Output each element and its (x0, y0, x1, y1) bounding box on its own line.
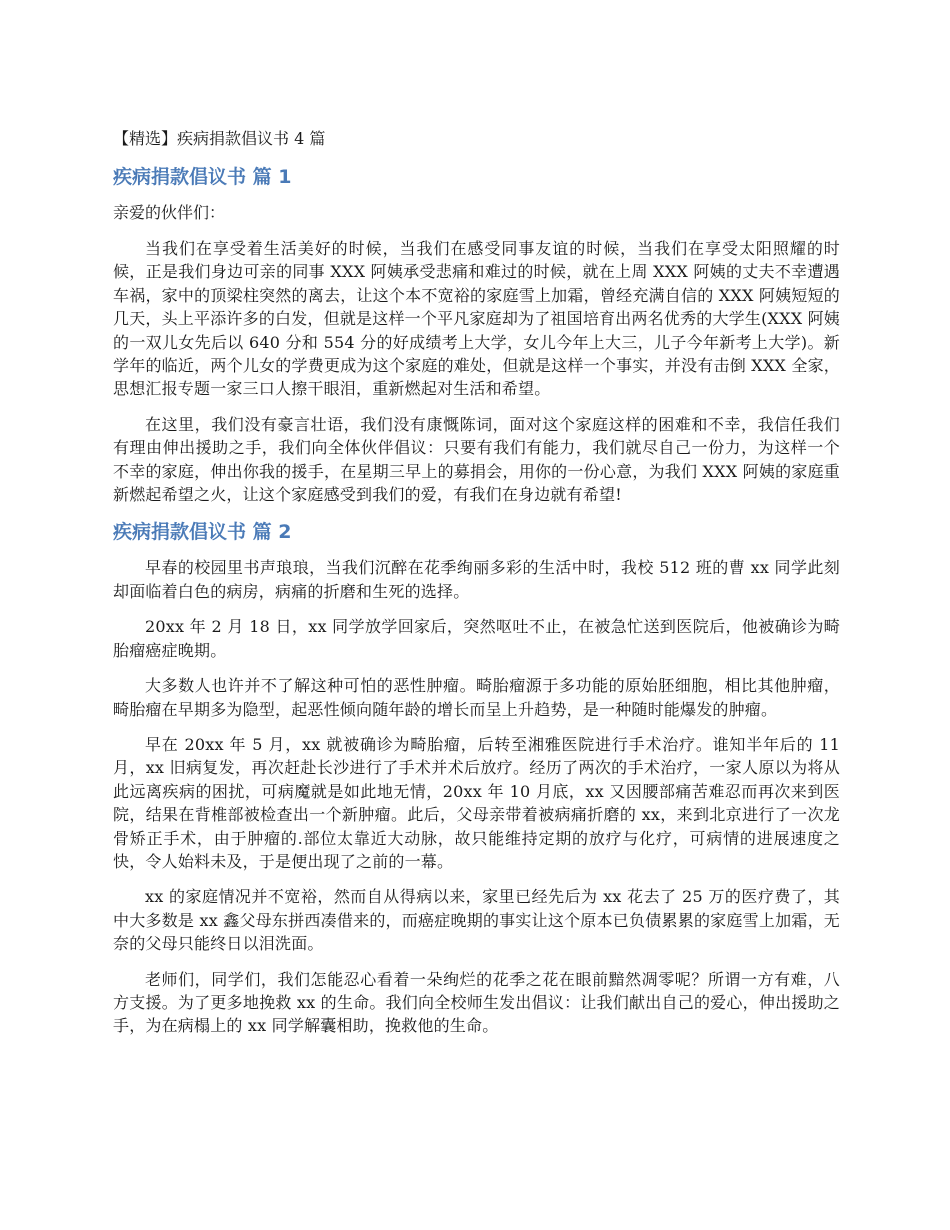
paragraph: xx 的家庭情况并不宽裕，然而自从得病以来，家里已经先后为 xx 花去了 25 万的医疗费了，其中大多数是 xx 鑫父母东拼西凑借来的，而癌症晚期的事实让这个原本已负债累累的家庭雪上加霜，无奈的父母只能终日以泪洗面。 (113, 887, 840, 954)
paragraph: 在这里，我们没有豪言壮语，我们没有康慨陈词，面对这个家庭这样的困难和不幸，我信任我们有理由伸出援助之手，我们向全体伙伴倡议：只要有我们有能力，我们就尽自己一份力，为这样一个不幸的家庭，伸出你我的援手，在星期三早上的募捐会，用你的一份心意，为我们 XXX 阿姨的家庭重新燃起希望之火，让这个家庭感受到我们的爱，有我们在身边就有希望! (113, 414, 840, 505)
paragraph: 20xx 年 2 月 18 日，xx 同学放学回家后，突然呕吐不止，在被急忙送到医院后，他被确诊为畸胎瘤癌症晚期。 (113, 617, 840, 660)
section-heading: 疾病捐款倡议书 篇 1 (113, 166, 292, 188)
paragraph: 早在 20xx 年 5 月，xx 就被确诊为畸胎瘤，后转至湘雅医院进行手术治疗。谁知半年后的 11 月，xx 旧病复发，再次赶赴长沙进行了手术并术后放疗。经历了两次的手术治疗，一家人原以为将从此远离疾病的困扰，可病魔就是如此地无情，20xx 年 10 月底，xx 又因腰部痛苦难忍而再次来到医院，结果在背椎部被检查出一个新肿瘤。此后，父母亲带着被病痛折磨的 xx，来到北京进行了一次龙骨矫正手术，由于肿瘤的.部位太靠近大动脉，故只能维持定期的放疗与化疗，可病情的进展速度之快，令人始料未及，于是便出现了之前的一幕。 (113, 734, 840, 871)
paragraph: 老师们，同学们，我们怎能忍心看着一朵绚烂的花季之花在眼前黯然凋零呢？所谓一方有难，八方支援。为了更多地挽救 xx 的生命。我们向全校师生发出倡议：让我们献出自己的爱心，伸出援助之手，为在病榻上的 xx 同学解囊相助，挽救他的生命。 (113, 969, 840, 1036)
paragraph: 早春的校园里书声琅琅，当我们沉醉在花季绚丽多彩的生活中时，我校 512 班的曹 xx 同学此刻却面临着白色的病房，病痛的折磨和生死的选择。 (113, 558, 840, 601)
salutation: 亲爱的伙伴们： (113, 203, 226, 222)
section-heading: 疾病捐款倡议书 篇 2 (113, 521, 292, 544)
paragraph: 当我们在享受着生活美好的时候，当我们在感受同事友谊的时候，当我们在享受太阳照耀的时候，正是我们身边可亲的同事 XXX 阿姨承受悲痛和难过的时候，就在上周 XXX 阿姨的丈夫不幸遭遇车祸，家中的顶梁柱突然的离去，让这个本不宽裕的家庭雪上加霜，曾经充满自信的 XXX 阿姨短短的几天，头上平添许多的白发，但就是这样一个平凡家庭却为了祖国培育出两名优秀的大学生(XXX 阿姨的一双儿女先后以 640 分和 554 分的好成绩考上大学，女儿今年上大三，儿子今年新考上大学)。新学年的临近，两个儿女的学费更成为这个家庭的难处，但就是这样一个事实，并没有击倒 XXX 全家，思想汇报专题一家三口人擦干眼泪，重新燃起对生活和希望。 (113, 239, 840, 399)
document-title: 【精选】疾病捐款倡议书 4 篇 (113, 129, 326, 148)
section-1 (113, 163, 840, 506)
paragraph: 大多数人也许并不了解这种可怕的恶性肿瘤。畸胎瘤源于多功能的原始胚细胞，相比其他肿瘤，畸胎瘤在早期多为隐型，起恶性倾向随年龄的增长而呈上升趋势，是一种随时能爆发的肿瘤。 (113, 676, 840, 719)
section-2 (113, 518, 840, 1037)
